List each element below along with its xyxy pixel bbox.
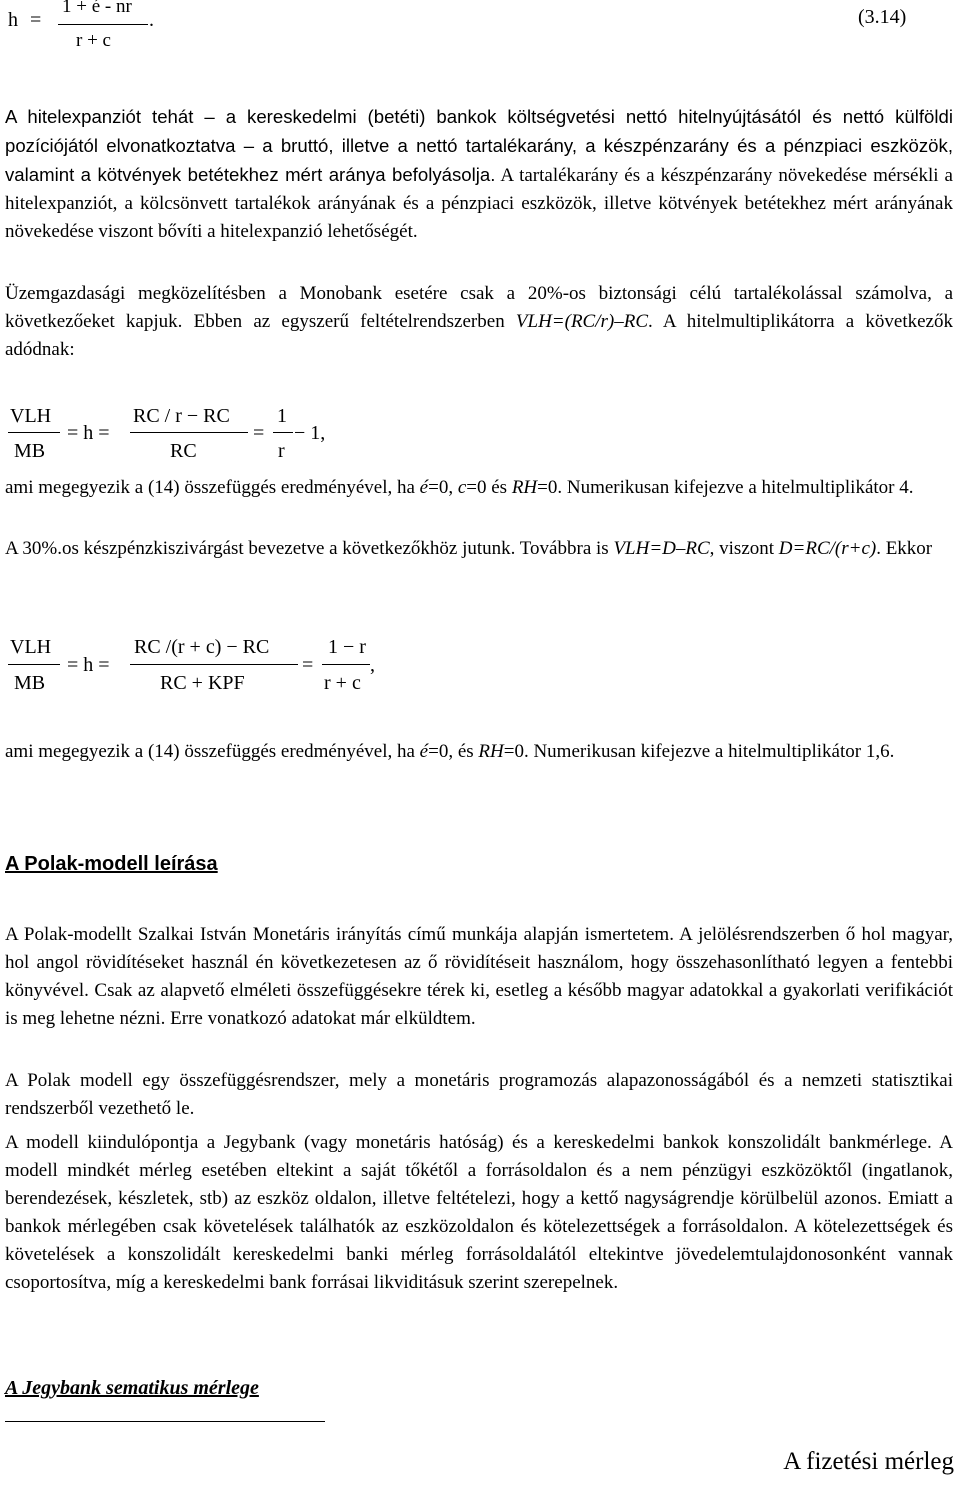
p5-e: é [419,741,429,762]
eq1-eq2: = [253,422,265,444]
eq1-n2: RC / r − RC [133,405,230,427]
p3-f: =0. Numerikusan kifejezve a hitelmultiplikátor 4. [537,477,914,498]
p5-rh: RH [478,741,504,762]
paragraph-keszpenzkiszivargas [5,535,953,563]
eq-dot: . [149,9,154,31]
eq1-eq1: = h = [67,422,110,444]
p2-tail: . A hitelmultiplikátorra a következők adódnak: [5,311,953,360]
p2-formula: VLH=(RC/r)–RC [515,311,649,332]
paragraph-serif-part: A tartalékarány és a készpénzarány növekedése mérsékli a hitelexpanziót, a kölcsönvett tartalékok arányának és a pénzpiaci eszközök, illetve kötvények betétekhez mért arányának növekedése viszont bővíti a hitelexpanzió lehetőségét. [5,165,953,242]
equation-number: (3.14) [858,6,907,28]
eq2-bar1 [8,664,60,665]
section-heading-jegybank: A Jegybank sematikus mérlege [5,1377,259,1399]
eq1-d2: RC [170,440,197,462]
p2-text: Üzemgazdasági megközelítésben a Monobank esetére csak a 20%-os biztonsági célú tartalékolással számolva, a következőeket kapjuk. Ebben az egyszerű feltételrendszerben [5,283,953,332]
p5-a: ami megegyezik a (14) összefüggés eredményével, ha [5,741,420,762]
eq-lhs: h [8,9,18,31]
p3-b: =0, [428,477,458,498]
eq1-bar3 [273,432,293,433]
eq1-d3: r [278,440,285,462]
p4-f1: VLH=D–RC [613,538,710,559]
p3-d: =0 és [466,477,512,498]
eq2-tail: , [370,654,375,676]
eq2-d1: MB [14,672,46,694]
eq1-bar1 [8,432,60,433]
p3-rh: RH [511,477,538,498]
eq2-n2: RC /(r + c) − RC [134,636,270,658]
eq2-eq1: = h = [67,654,110,676]
eq2-bar3 [322,664,370,665]
paragraph-numerikusan-4 [5,474,953,502]
p4-c: . Ekkor [876,538,933,559]
paragraph-kiindulopont: A modell kiindulópontja a Jegybank (vagy monetáris hatóság) és a kereskedelmi bankok konszolidált bankmérlege. A modell mindkét mérleg esetében eltekint a saját tőkétől a forrásoldalon és a nem pénzügyi eszközöktől (ingatlanok, berendezések, készletek, stb) az eszköz oldalon, illetve feltételezi, hogy a kettő nagyságrendje körülbelül azonos. Emiatt a bankok mérlegében csak követelések találhatók az eszközoldalon és kötelezettségek a forrásoldalon. A kötelezettségek és követelések a konszolidált kereskedelmi banki mérleg forrásoldalától eltekintve jövedelemtulajdonosonként vannak csoportosítva, míg a kereskedelmi bank forrásai likviditásuk szerint szerepelnek. [5,1132,953,1293]
paragraph-polak-modell: A Polak modell egy összefüggésrendszer, mely a monetáris programozás alapazonosságából és a nemzeti statisztikai rendszerből vezethető le. [5,1070,953,1119]
section-heading-polak: A Polak-modell leírása [5,853,218,875]
eq-equals: = [30,9,42,31]
eq2-n1: VLH [10,636,52,658]
eq-numerator: 1 + é - nr [62,0,132,17]
p4-b: , viszont [709,538,779,559]
p5-b: =0, és [428,741,479,762]
paragraph-numerikusan-1-6 [5,738,953,766]
p5-c: =0. Numerikusan kifejezve a hitelmultiplikátor 1,6. [503,741,895,762]
p4-a: A 30%.os készpénzkiszivárgást bevezetve a következőkhöz jutunk. Továbbra is [5,538,614,559]
paragraph-polak-intro: A Polak-modellt Szalkai István Monetáris irányítás című munkája alapján ismertetem. A jelölésrendszerben ő hol magyar, hol angol rövidítéseket használ én következetesen az ő rövidítéseit használom, hogy összehasonlítható legyen a fentebbi könyvével. Csak az alapvető elméleti összefüggésekre térek ki, esetleg a később magyar adatokkal a gyakorlati verifikációt is meg lehetne nézni. Erre vonatkozó adatokat már elküldtem. [5,924,953,1029]
eq2-n3: 1 − r [328,636,366,658]
eq1-d1: MB [14,440,46,462]
eq2-d3: r + c [324,672,361,694]
eq2-bar2 [130,664,298,665]
p4-f2: D=RC/(r+c) [778,538,877,559]
p3-c: c [457,477,467,498]
paragraph-sans-part: A hitelexpanziót tehát – a kereskedelmi (betéti) bankok költségvetési nettó hitelnyújtásától és nettó külföldi pozíciójától elvonatkoztatva – a bruttó, illetve a nettó tartalékarány, a készpénzarány és a pénzpiaci eszközök, valamint a kötvények betétekhez mért aránya befolyásolja. [5,106,953,185]
fraction-bar [58,24,148,25]
eq1-n1: VLH [10,405,52,427]
paragraph-uzemgazdasagi [5,280,953,364]
eq1-n3: 1 [277,405,287,427]
footnote-separator [5,1421,325,1422]
eq1-bar2 [130,432,248,433]
eq-denominator: r + c [76,30,111,51]
p3-a: ami megegyezik a (14) összefüggés eredményével, ha [5,477,420,498]
next-section-title: A fizetési mérleg [783,1448,954,1475]
p3-e: é [419,477,429,498]
eq2-d2: RC + KPF [160,672,245,694]
eq2-eq2: = [302,654,314,676]
eq1-tail: − 1, [294,422,326,444]
paragraph-hitelexpanzio [5,103,953,246]
